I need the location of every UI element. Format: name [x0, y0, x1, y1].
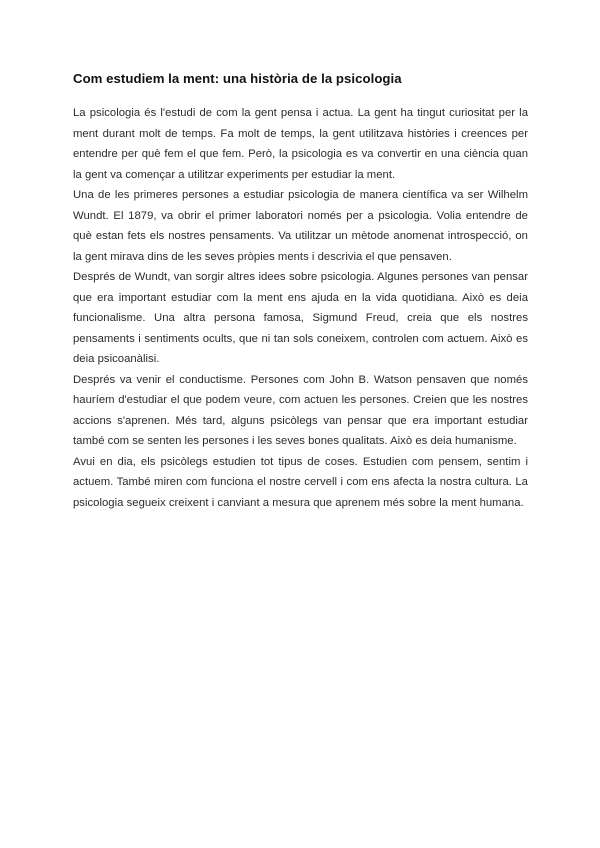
document-page: [73, 70, 528, 513]
paragraph-today: Avui en dia, els psicòlegs estudien tot tipus de coses. Estudien com pensem, sentim i actuem. També miren com funciona el nostre cervell i com ens afecta la nostra cultura. La psicologia segueix creixent i canviant a mesura que aprenem més sobre la ment humana.: [73, 455, 528, 509]
document-title: Com estudiem la ment: una història de la psicologia: [73, 71, 402, 86]
paragraph-wundt: Una de les primeres persones a estudiar psicologia de manera científica va ser Wilhelm Wundt. El 1879, va obrir el primer laboratori només per a psicologia. Volia entendre de què estan fets els nostres pensaments. Va utilitzar un mètode anomenat introspecció, on la gent mirava dins de les seves pròpies ments i descrivia el que pensaven.: [73, 189, 528, 263]
paragraph-intro: La psicologia és l'estudi de com la gent pensa i actua. La gent ha tingut curiositat per la ment durant molt de temps. Fa molt de temps, la gent utilitzava històries i creences per entendre per què fem el que fem. Però, la psicologia es va convertir en una ciència quan la gent va començar a utilitzar experiments per estudiar la ment.: [73, 107, 528, 181]
paragraph-behaviorism: Després va venir el conductisme. Persones com John B. Watson pensaven que només hauríem d'estudiar el que podem veure, com actuen les persones. Creien que les nostres accions s'aprenen. Més tard, alguns psicòlegs van pensar que era important estudiar també com se senten les persones i les seves bones qualitats. Això es deia humanisme.: [73, 373, 528, 447]
paragraph-functionalism: Després de Wundt, van sorgir altres idees sobre psicologia. Algunes persones van pensar que era important estudiar com la ment ens ajuda en la vida quotidiana. Això es deia funcionalisme. Una altra persona famosa, Sigmund Freud, creia que els nostres pensaments i sentiments ocults, que ni tan sols coneixem, controlen com actuem. Això es deia psicoanàlisi.: [73, 271, 528, 365]
